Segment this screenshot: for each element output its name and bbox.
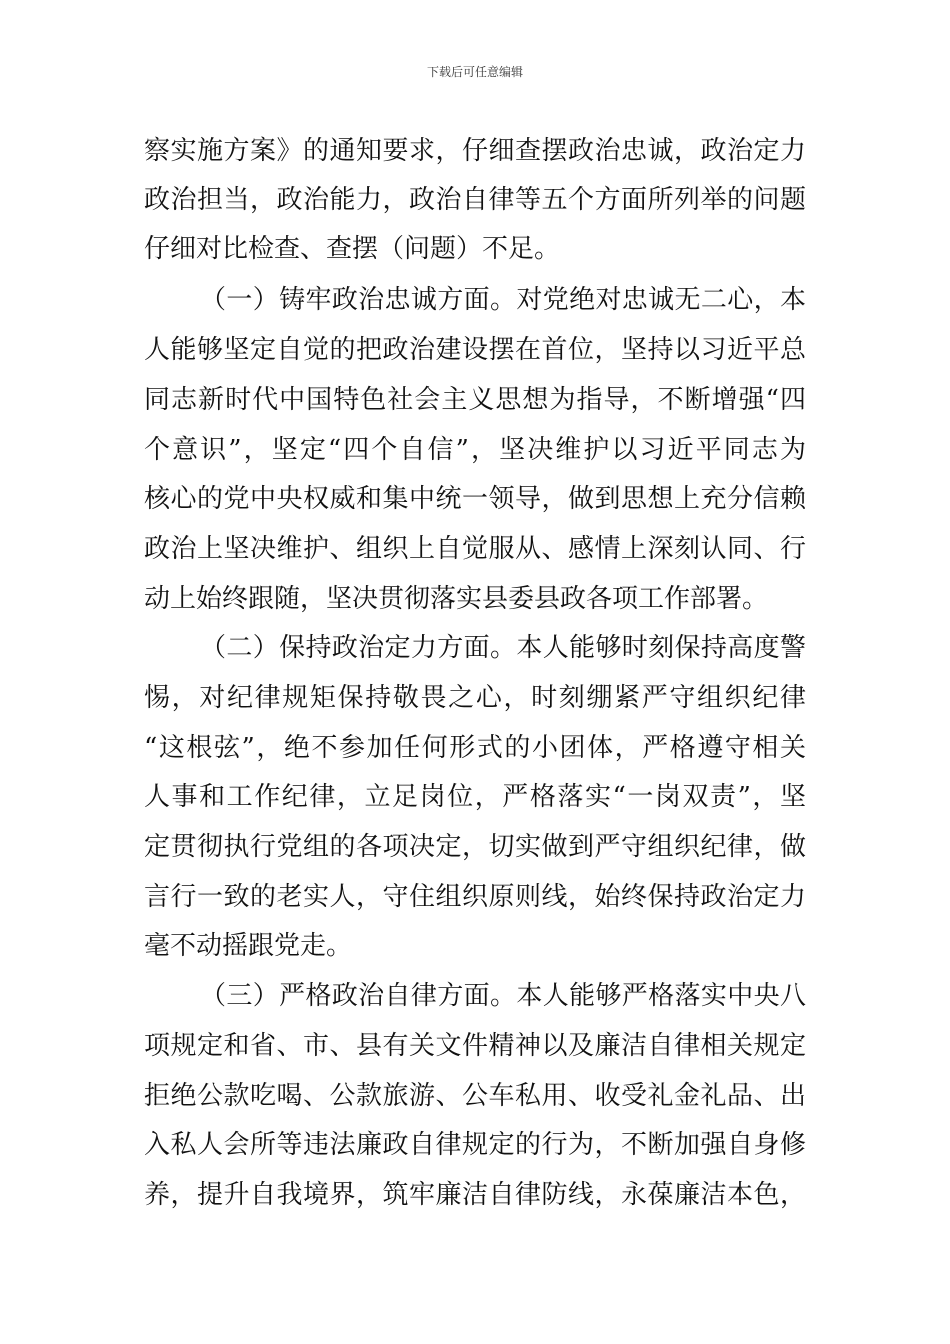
text-line: 个意识”，坚定“四个自信”，坚决维护以习近平同志为 — [144, 435, 806, 465]
text-line: 核心的党中央权威和集中统一领导，做到思想上充分信赖 — [144, 484, 806, 514]
text-line: 政治上坚决维护、组织上自觉服从、感情上深刻认同、行 — [144, 534, 806, 564]
text-line: 察实施方案》的通知要求，仔细查摆政治忠诚，政治定力 — [144, 136, 806, 166]
text-line: 动上始终跟随，坚决贯彻落实县委县政各项工作部署。 — [144, 584, 769, 614]
text-line: 拒绝公款吃喝、公款旅游、公车私用、收受礼金礼品、出 — [144, 1081, 806, 1111]
text-line: （二）保持政治定力方面。本人能够时刻保持高度警 — [200, 633, 806, 663]
text-line: 人能够坚定自觉的把政治建设摆在首位，坚持以习近平总 — [144, 335, 806, 365]
text-line: （三）严格政治自律方面。本人能够严格落实中央八 — [200, 981, 806, 1011]
text-line: 政治担当，政治能力，政治自律等五个方面所列举的问题 — [144, 185, 806, 215]
text-line: 定贯彻执行党组的各项决定，切实做到严守组织纪律，做 — [144, 832, 806, 862]
text-line: 人事和工作纪律，立足岗位，严格落实“一岗双责”，坚 — [144, 782, 806, 812]
text-line: 同志新时代中国特色社会主义思想为指导，不断增强“四 — [144, 385, 806, 415]
text-line: 项规定和省、市、县有关文件精神以及廉洁自律相关规定 — [144, 1031, 806, 1061]
text-line: （一）铸牢政治忠诚方面。对党绝对忠诚无二心，本 — [200, 285, 806, 315]
text-line: 毫不动摇跟党走。 — [144, 931, 353, 961]
page-header-note: 下载后可任意编辑 — [426, 65, 523, 79]
text-line: “这根弦”，绝不参加任何形式的小团体，严格遵守相关 — [144, 733, 806, 763]
text-line: 仔细对比检查、查摆（问题）不足。 — [144, 234, 561, 264]
text-line: 惕，对纪律规矩保持敬畏之心，时刻绷紧严守组织纪律 — [144, 683, 806, 713]
text-line: 养，提升自我境界，筑牢廉洁自律防线，永葆廉洁本色， — [144, 1180, 806, 1210]
text-line: 言行一致的老实人，守住组织原则线，始终保持政治定力 — [144, 882, 806, 912]
text-line: 入私人会所等违法廉政自律规定的行为，不断加强自身修 — [144, 1130, 806, 1160]
